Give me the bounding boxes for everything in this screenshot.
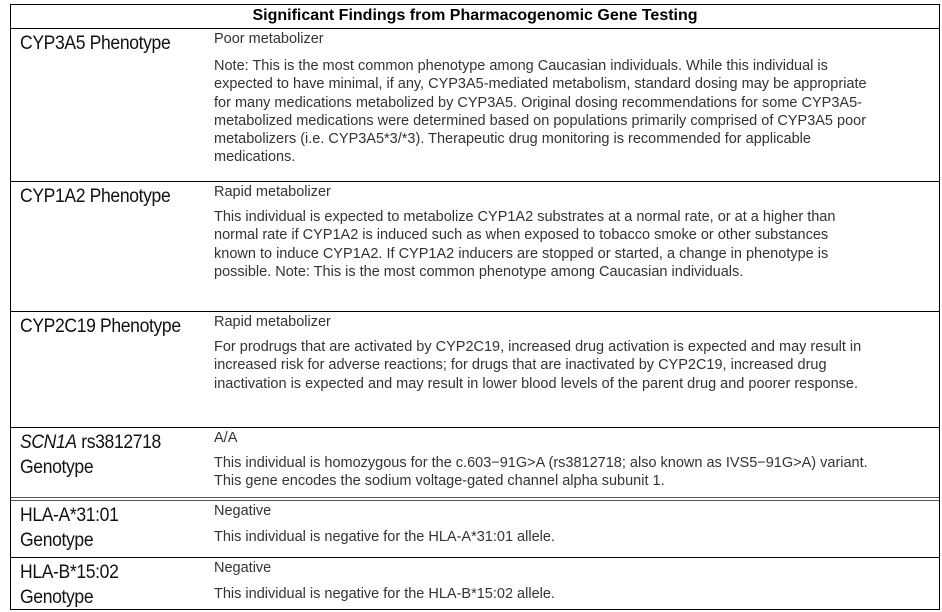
findings-table [10, 4, 940, 610]
row-value: A/A [214, 430, 238, 446]
gene-name: SCN1A [20, 431, 77, 453]
row-cyp1a2 [11, 182, 939, 312]
row-label: CYP1A2 Phenotype [20, 185, 171, 207]
row-note: This individual is expected to metabolize CYP1A2 substrates at a normal rate, or at a higher than normal rate if CYP1A2 is induced such as when exposed to tobacco smoke or other substances known to induce CYP1A2. If CYP1A2 inducers are stopped or started, a change in phenotype is possible. Note: This is the most common phenotype among Caucasian individuals. [214, 209, 836, 280]
variant-id: rs3812718 [76, 431, 161, 453]
row-note: This individual is homozygous for the c.603−91G>A (rs3812718; also known as IVS5−91G>A) variant. This gene encodes the sodium voltage-gated channel alpha subunit 1. [214, 455, 868, 490]
row-value: Rapid metabolizer [214, 314, 331, 330]
row-label: CYP3A5 Phenotype [20, 32, 171, 54]
row-note: Note: This is the most common phenotype among Caucasian individuals. While this individual is expected to have minimal, if any, CYP3A5-mediated metabolism, standard dosing may be appropriate for many medications metabolized by CYP3A5. Original dosing recommendations for some CYP3A5-metabolized medications were determined based on populations primarily comprised of CYP3A5 poor metabolizers (i.e. CYP3A5*3/*3). Therapeutic drug monitoring is recommended for applicable medications. [214, 58, 867, 166]
row-label [20, 430, 191, 480]
row-value: Poor metabolizer [214, 31, 324, 47]
row-label-line2: Genotype [20, 529, 94, 551]
row-scn1a [11, 428, 939, 501]
row-cyp2c19 [11, 312, 939, 428]
row-note: This individual is negative for the HLA-B*15:02 allele. [214, 586, 555, 602]
row-label-line1: HLA-B*15:02 [20, 561, 119, 583]
row-label-line1: HLA-A*31:01 [20, 504, 119, 526]
row-label-line2: Genotype [20, 586, 94, 608]
row-label-line2: Genotype [20, 456, 94, 478]
row-label: CYP2C19 Phenotype [20, 315, 181, 337]
row-value: Rapid metabolizer [214, 184, 331, 200]
row-hla-b [11, 558, 939, 609]
row-value: Negative [214, 560, 272, 576]
row-value: Negative [214, 503, 272, 519]
row-note: For prodrugs that are activated by CYP2C19, increased drug activation is expected and may result in increased risk for adverse reactions; for drugs that are inactivated by CYP2C19, increased drug inactivation is expected and may result in lower blood levels of the parent drug and poorer response. [214, 339, 862, 392]
row-label [20, 503, 191, 553]
row-cyp3a5 [11, 29, 939, 182]
row-hla-a [11, 501, 939, 558]
row-label [20, 560, 191, 610]
table-title: Significant Findings from Pharmacogenomic Gene Testing [11, 5, 939, 29]
row-note: This individual is negative for the HLA-A*31:01 allele. [214, 529, 555, 545]
